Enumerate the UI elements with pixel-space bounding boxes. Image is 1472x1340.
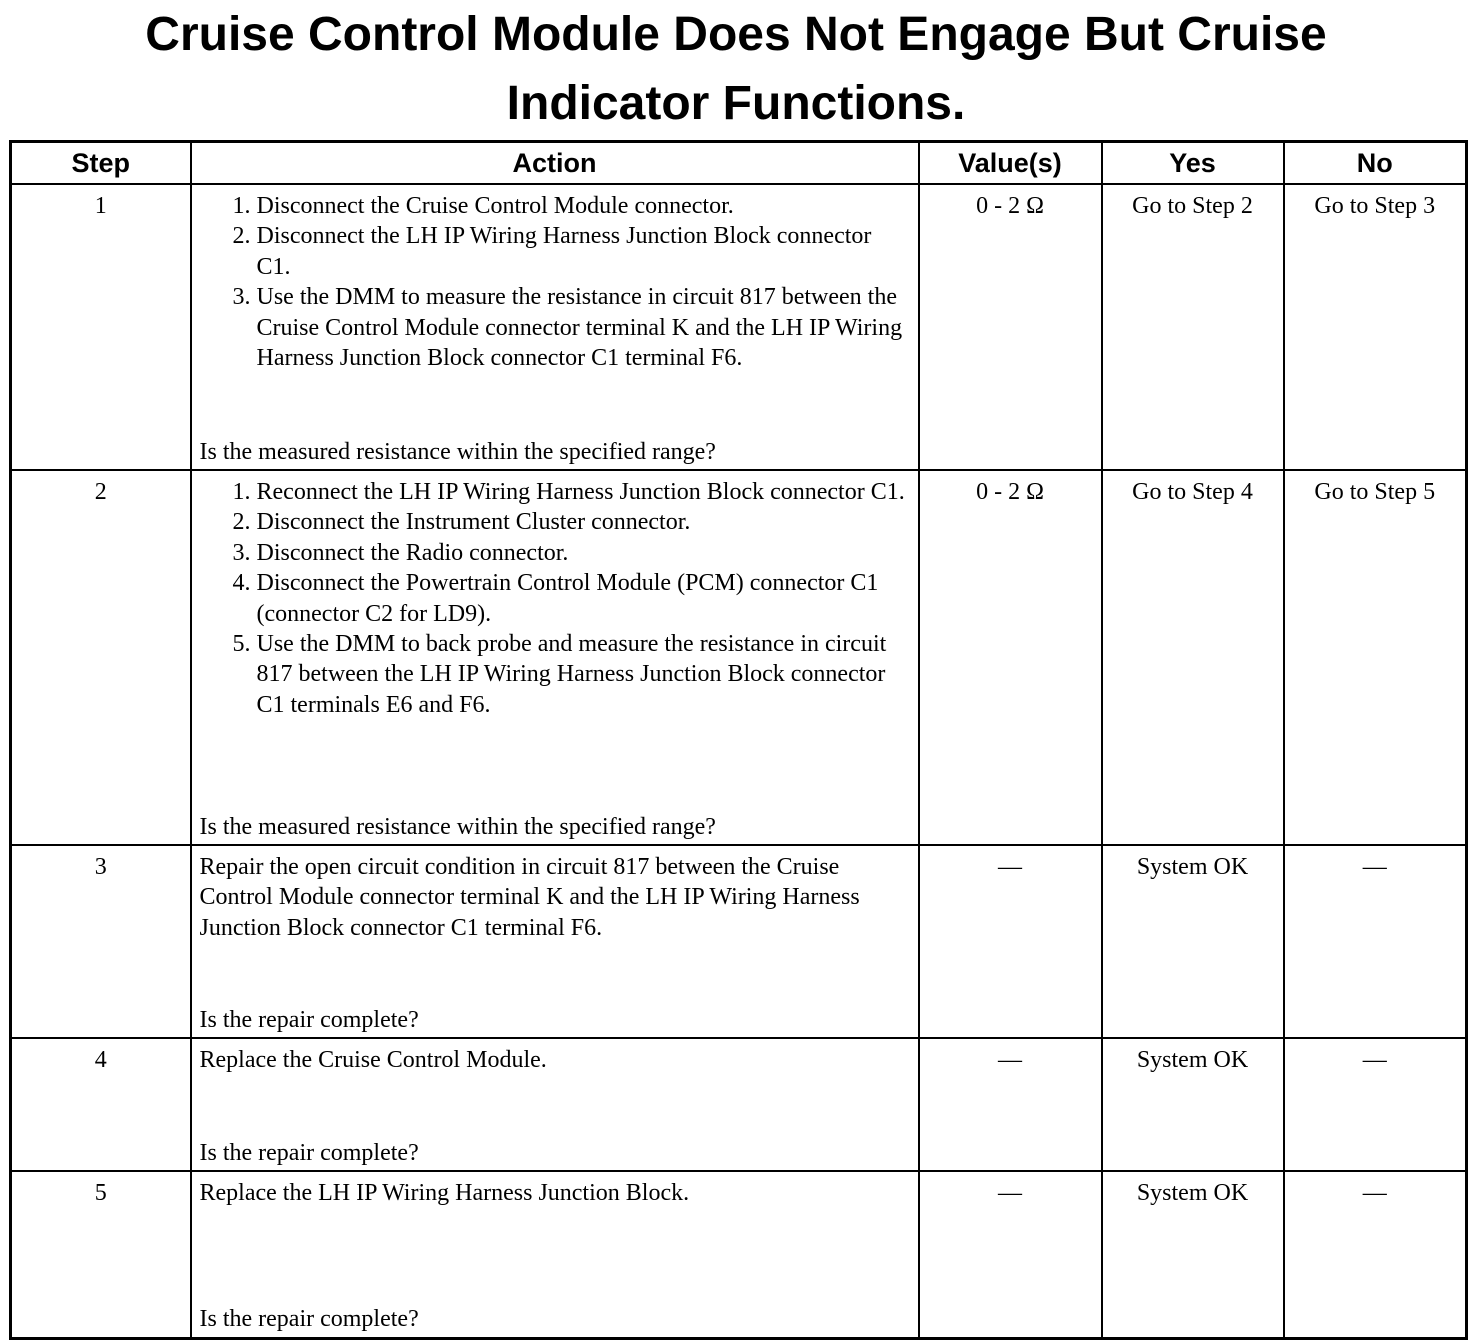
no-cell: — — [1284, 1038, 1467, 1171]
action-step: 5. Use the DMM to back probe and measure the resistance in circuit 817 between the LH IP Wiring Harness Junction Block connector C1 terminals E6 and F6. — [257, 629, 908, 720]
action-cell — [191, 470, 919, 845]
action-steps-list — [200, 191, 908, 373]
header-action: Action — [191, 142, 919, 185]
action-steps-list — [200, 477, 908, 720]
action-cell — [191, 1038, 919, 1171]
yes-cell: System OK — [1102, 1171, 1284, 1338]
yes-cell: Go to Step 4 — [1102, 470, 1284, 845]
action-step: 4. Disconnect the Powertrain Control Module (PCM) connector C1 (connector C2 for LD9). — [257, 568, 908, 629]
header-value: Value(s) — [919, 142, 1102, 185]
yes-cell: System OK — [1102, 1038, 1284, 1171]
action-step: 3. Use the DMM to measure the resistance in circuit 817 between the Cruise Control Module connector terminal K and the LH IP Wiring Harness Junction Block connector C1 terminal F6. — [257, 282, 908, 373]
yes-cell: Go to Step 2 — [1102, 184, 1284, 470]
value-cell: — — [919, 845, 1102, 1038]
action-cell — [191, 184, 919, 470]
action-question: Is the repair complete? — [199, 1006, 419, 1033]
action-cell — [191, 845, 919, 1038]
table-row — [11, 1038, 1467, 1171]
value-cell: 0 - 2 Ω — [919, 184, 1102, 470]
action-instruction: Replace the Cruise Control Module. — [199, 1047, 547, 1073]
action-step: 2. Disconnect the LH IP Wiring Harness Junction Block connector C1. — [257, 221, 908, 282]
action-step: 1. Disconnect the Cruise Control Module connector. — [257, 191, 908, 221]
yes-cell: System OK — [1102, 845, 1284, 1038]
action-step: 2. Disconnect the Instrument Cluster connector. — [257, 507, 908, 537]
step-number: 2 — [11, 470, 191, 845]
no-cell: Go to Step 3 — [1284, 184, 1467, 470]
step-number: 3 — [11, 845, 191, 1038]
page-title-line-1: Cruise Control Module Does Not Engage But Cruise — [145, 8, 1327, 61]
no-cell: — — [1284, 1171, 1467, 1338]
value-cell: — — [919, 1038, 1102, 1171]
action-step: 3. Disconnect the Radio connector. — [257, 538, 908, 568]
step-number: 1 — [11, 184, 191, 470]
table-row — [11, 1171, 1467, 1338]
table-header-row — [11, 142, 1467, 185]
step-number: 4 — [11, 1038, 191, 1171]
step-number: 5 — [11, 1171, 191, 1338]
table-row — [11, 184, 1467, 470]
value-cell: — — [919, 1171, 1102, 1338]
action-cell — [191, 1171, 919, 1338]
no-cell: Go to Step 5 — [1284, 470, 1467, 845]
header-no: No — [1284, 142, 1467, 185]
action-question: Is the repair complete? — [199, 1139, 419, 1166]
page-title-line-2: Indicator Functions. — [506, 77, 966, 130]
action-instruction: Repair the open circuit condition in circuit 817 between the Cruise Control Module connector terminal K and the LH IP Wiring Harness Junction Block connector C1 terminal F6. — [199, 854, 860, 941]
table-row — [11, 845, 1467, 1038]
action-instruction: Replace the LH IP Wiring Harness Junction Block. — [199, 1180, 690, 1206]
no-cell: — — [1284, 845, 1467, 1038]
action-question: Is the measured resistance within the specified range? — [199, 813, 716, 840]
page-title — [0, 0, 1472, 138]
action-question: Is the measured resistance within the specified range? — [199, 438, 716, 465]
action-question: Is the repair complete? — [199, 1306, 419, 1333]
diagnostic-procedure-table — [9, 140, 1468, 1340]
table-row — [11, 470, 1467, 845]
action-step: 1. Reconnect the LH IP Wiring Harness Junction Block connector C1. — [257, 477, 908, 507]
header-yes: Yes — [1102, 142, 1284, 185]
value-cell: 0 - 2 Ω — [919, 470, 1102, 845]
header-step: Step — [11, 142, 191, 185]
